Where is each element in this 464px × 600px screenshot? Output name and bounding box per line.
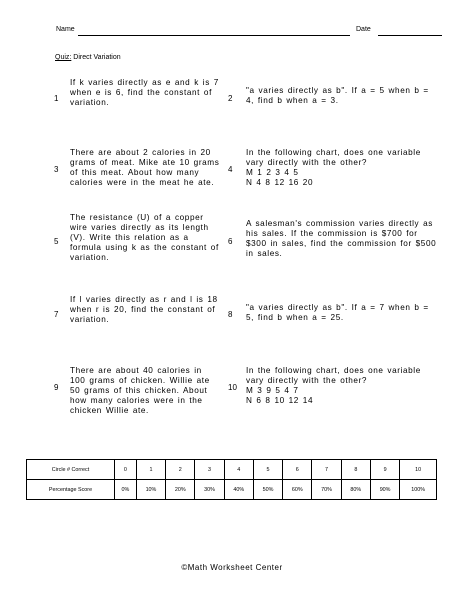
question-text: The resistance (U) of a copper wire varies directly as its length (V). Write this relation as a formula using k as the constant of variation.: [70, 213, 219, 262]
header: [40, 26, 424, 40]
correct-cell[interactable]: 8: [341, 460, 370, 480]
question-number: 1: [54, 94, 59, 103]
correct-cell[interactable]: 4: [224, 460, 253, 480]
question-number: 8: [228, 310, 233, 319]
table-row: [27, 460, 437, 480]
row-label-percentage: Percentage Score: [27, 480, 115, 500]
name-label: Name: [56, 26, 75, 33]
correct-cell[interactable]: 1: [136, 460, 165, 480]
score-table: [26, 459, 437, 500]
question-text: If k varies directly as e and k is 7 when e is 6, find the constant of variation.: [70, 78, 219, 107]
correct-cell[interactable]: 6: [283, 460, 312, 480]
question-number: 7: [54, 310, 59, 319]
quiz-title-text: Direct Variation: [73, 54, 121, 61]
table-row: [27, 480, 437, 500]
question-number: 10: [228, 383, 237, 392]
question-text: If l varies directly as r and l is 18 when r is 20, find the constant of variation.: [70, 295, 218, 324]
question-number: 9: [54, 383, 59, 392]
question-number: 3: [54, 165, 59, 174]
question-text: In the following chart, does one variable vary directly with the other? M 3 9 5 4 7 N 6 8 10 12 14: [246, 366, 421, 405]
correct-cell[interactable]: 5: [253, 460, 282, 480]
correct-cell[interactable]: 2: [166, 460, 195, 480]
percent-cell: 80%: [341, 480, 370, 500]
name-line: [78, 35, 350, 36]
question-number: 5: [54, 237, 59, 246]
question-text: A salesman's commission varies directly as his sales. If the commission is $700 for $300 in sales, find the commission for $500 in sales.: [246, 219, 437, 258]
question-text: There are about 2 calories in 20 grams of meat. Mike ate 10 grams of this meat. About how many calories were in the meat he ate.: [70, 148, 220, 187]
quiz-title: [55, 54, 121, 61]
date-label: Date: [356, 26, 371, 33]
correct-cell[interactable]: 9: [370, 460, 399, 480]
percent-cell: 50%: [253, 480, 282, 500]
question-text: "a varies directly as b". If a = 5 when b = 4, find b when a = 3.: [246, 86, 429, 105]
percent-cell: 0%: [115, 480, 137, 500]
question-number: 6: [228, 237, 233, 246]
question-text: In the following chart, does one variable vary directly with the other? M 1 2 3 4 5 N 4 8 12 16 20: [246, 148, 421, 187]
percent-cell: 30%: [195, 480, 224, 500]
correct-cell[interactable]: 3: [195, 460, 224, 480]
percent-cell: 60%: [283, 480, 312, 500]
question-number: 4: [228, 165, 233, 174]
percent-cell: 70%: [312, 480, 341, 500]
correct-cell[interactable]: 0: [115, 460, 137, 480]
date-line: [378, 35, 442, 36]
percent-cell: 10%: [136, 480, 165, 500]
footer-copyright: ©Math Worksheet Center: [181, 563, 283, 572]
question-text: "a varies directly as b". If a = 7 when b = 5, find b when a = 25.: [246, 303, 429, 322]
quiz-prefix: Quiz:: [55, 54, 72, 61]
percent-cell: 40%: [224, 480, 253, 500]
percent-cell: 20%: [166, 480, 195, 500]
correct-cell[interactable]: 10: [400, 460, 437, 480]
row-label-correct: Circle # Correct: [27, 460, 115, 480]
correct-cell[interactable]: 7: [312, 460, 341, 480]
percent-cell: 90%: [370, 480, 399, 500]
question-number: 2: [228, 94, 233, 103]
percent-cell: 100%: [400, 480, 437, 500]
question-text: There are about 40 calories in 100 grams of chicken. Willie ate 50 grams of this chicken. About how many calories were in the chicken Willie ate.: [70, 366, 210, 415]
